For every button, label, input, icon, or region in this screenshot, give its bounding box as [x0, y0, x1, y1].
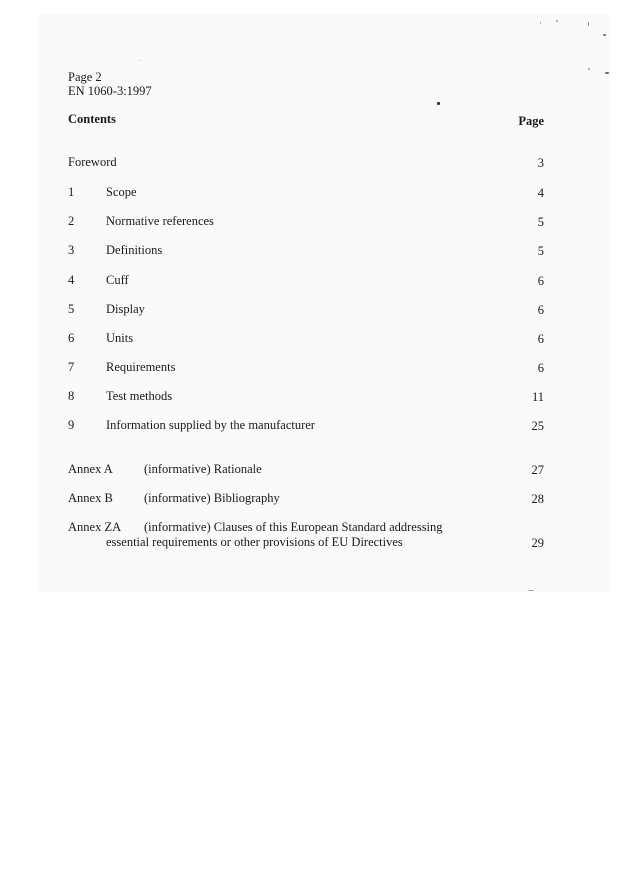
toc-entry-title: (informative) Rationale	[144, 462, 262, 476]
toc-entry-page: 6	[537, 332, 544, 346]
toc-entry-title: Foreword	[68, 155, 117, 169]
scan-speck	[540, 22, 541, 24]
toc-entry-page: 29	[531, 536, 544, 550]
toc-entry-number: 3	[68, 243, 75, 257]
toc-entry-number: 2	[68, 214, 75, 228]
toc-entry-page: 3	[537, 156, 544, 170]
toc-entry-title: Display	[106, 302, 145, 316]
toc-entry-number: 1	[68, 185, 75, 199]
page-label: Page 2	[68, 70, 102, 84]
toc-entry-title: Test methods	[106, 389, 173, 403]
toc-entry-number: 6	[68, 331, 75, 345]
toc-entry-title: Normative references	[106, 214, 214, 228]
toc-entry-page: 28	[531, 492, 544, 506]
toc-entry-number: 8	[68, 389, 75, 403]
toc-entry-page: 6	[537, 303, 544, 317]
page-column-heading: Page	[518, 114, 544, 128]
toc-entry-title: (informative) Clauses of this European Standard addressing	[144, 520, 443, 534]
standard-id: EN 1060-3:1997	[68, 84, 152, 98]
toc-entry-title: Information supplied by the manufacturer	[106, 418, 315, 432]
scan-speck	[437, 102, 440, 105]
toc-entry-title: (informative) Bibliography	[144, 491, 280, 505]
toc-entry-title: Cuff	[106, 273, 129, 287]
toc-entry-page: 6	[537, 274, 544, 288]
toc-entry-number: 4	[68, 273, 75, 287]
toc-entry-page: 25	[531, 419, 544, 433]
toc-entry-number: Annex B	[68, 491, 113, 505]
toc-entry-number: 7	[68, 360, 75, 374]
toc-entry-title: Units	[106, 331, 134, 345]
contents-heading: Contents	[68, 112, 116, 126]
toc-entry-page: 11	[531, 390, 544, 404]
scan-speck	[588, 22, 589, 26]
toc-entry-number: Annex A	[68, 462, 113, 476]
scan-speck	[528, 590, 534, 591]
toc-entry-page: 4	[537, 186, 544, 200]
scan-speck	[605, 72, 609, 74]
toc-entry-page: 5	[537, 215, 544, 229]
toc-entry-title: Requirements	[106, 360, 176, 374]
toc-entry-title: Scope	[106, 185, 137, 199]
toc-entry-page: 27	[531, 463, 544, 477]
scan-speck	[588, 68, 590, 70]
scan-speck	[603, 34, 606, 36]
toc-entry-page: 6	[537, 361, 544, 375]
toc-entry-number: 5	[68, 302, 75, 316]
toc-entry-number: Annex ZA	[68, 520, 122, 534]
toc-entry-number: 9	[68, 418, 75, 432]
toc-entry-page: 5	[537, 244, 544, 258]
scan-speck	[140, 60, 141, 61]
scan-speck	[556, 20, 558, 22]
toc-entry-title: Definitions	[106, 243, 163, 257]
toc-entry-title-continued: essential requirements or other provisions of EU Directives	[106, 535, 403, 549]
